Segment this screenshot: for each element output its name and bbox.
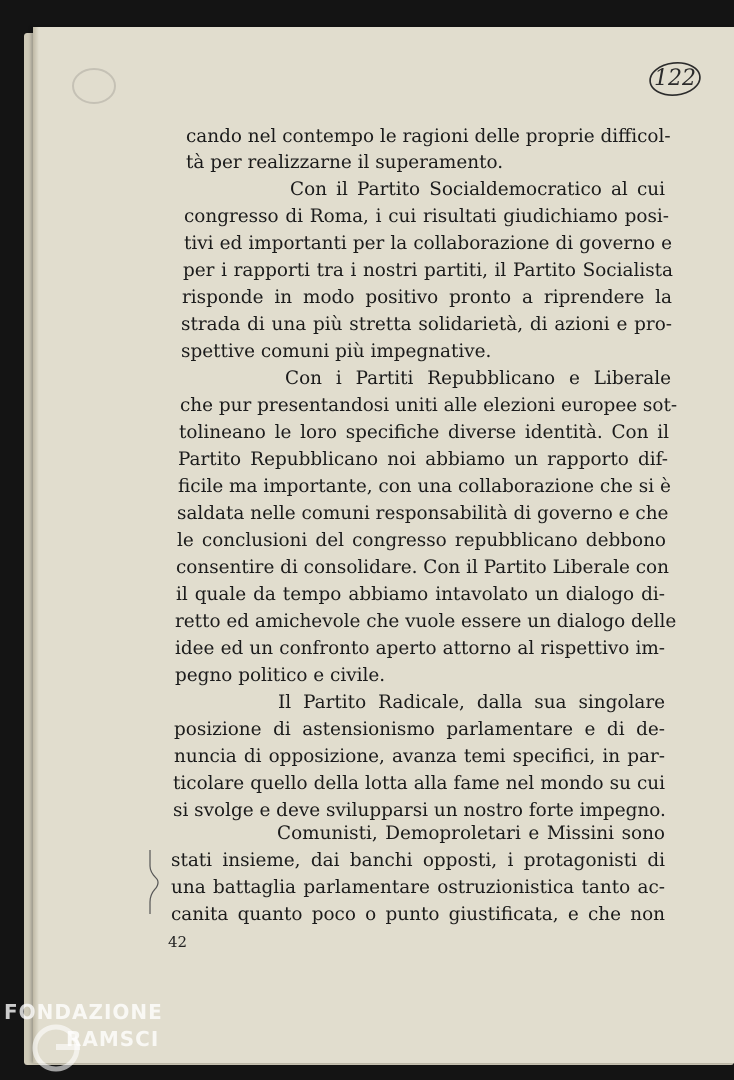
text-line: posizione di astensionismo parlamentare e di de-	[174, 719, 665, 740]
page-number: 42	[168, 933, 188, 951]
text-line: idee ed un confronto aperto attorno al rispettivo im-	[175, 638, 665, 659]
text-line: canita quanto poco o punto giustificata, e che non	[171, 904, 665, 925]
text-line: tolineano le loro specifiche diverse identità. Con il	[179, 422, 669, 443]
text-line: una battaglia parlamentare ostruzionistica tanto ac-	[171, 877, 665, 898]
watermark-line-2: RAMSCI	[66, 1027, 160, 1051]
text-line: si svolge e deve svilupparsi un nostro forte impegno.	[173, 800, 666, 821]
text-line: spettive comuni più impegnative.	[181, 341, 492, 362]
margin-bracket-mark	[144, 848, 164, 918]
text-line: nuncia di opposizione, avanza temi specifici, in par-	[174, 746, 665, 767]
text-line: il quale da tempo abbiamo intavolato un dialogo di-	[176, 584, 665, 605]
text-line: strada di una più stretta solidarietà, di azioni e pro-	[181, 314, 672, 335]
text-line: le conclusioni del congresso repubblicano debbono	[177, 530, 666, 551]
text-line: per i rapporti tra i nostri partiti, il Partito Socialista	[183, 260, 673, 281]
text-line: consentire di consolidare. Con il Partito Liberale con	[176, 557, 669, 578]
text-line: congresso di Roma, i cui risultati giudichiamo posi-	[184, 206, 669, 227]
text-line: saldata nelle comuni responsabilità di governo e che	[177, 503, 669, 524]
watermark-line-1: FONDAZIONE	[4, 1000, 163, 1024]
text-line: tivi ed importanti per la collaborazione di governo e	[184, 233, 672, 254]
text-line: Con il Partito Socialdemocratico al cui	[290, 179, 665, 200]
text-line: cando nel contempo le ragioni delle proprie difficol-	[186, 126, 671, 147]
text-line: Con i Partiti Repubblicano e Liberale	[285, 368, 671, 389]
text-line: Partito Repubblicano noi abbiamo un rapporto dif-	[178, 449, 668, 470]
text-line: tà per realizzarne il superamento.	[186, 152, 504, 173]
text-line: stati insieme, dai banchi opposti, i protagonisti di	[171, 850, 665, 871]
text-line: risponde in modo positivo pronto a riprendere la	[182, 287, 672, 308]
text-line: Il Partito Radicale, dalla sua singolare	[278, 692, 665, 713]
text-line: retto ed amichevole che vuole essere un dialogo delle	[175, 611, 677, 632]
text-line: che pur presentandosi uniti alle elezioni europee sot-	[180, 395, 678, 416]
text-line: pegno politico e civile.	[175, 665, 386, 686]
archive-number-text: 122	[654, 66, 696, 91]
foundation-watermark	[4, 998, 194, 1078]
text-line: ticolare quello della lotta alla fame nel mondo su cui	[173, 773, 665, 794]
text-line: ficile ma importante, con una collaborazione che si è	[178, 476, 671, 497]
text-line: Comunisti, Demoproletari e Missini sono	[277, 823, 665, 844]
